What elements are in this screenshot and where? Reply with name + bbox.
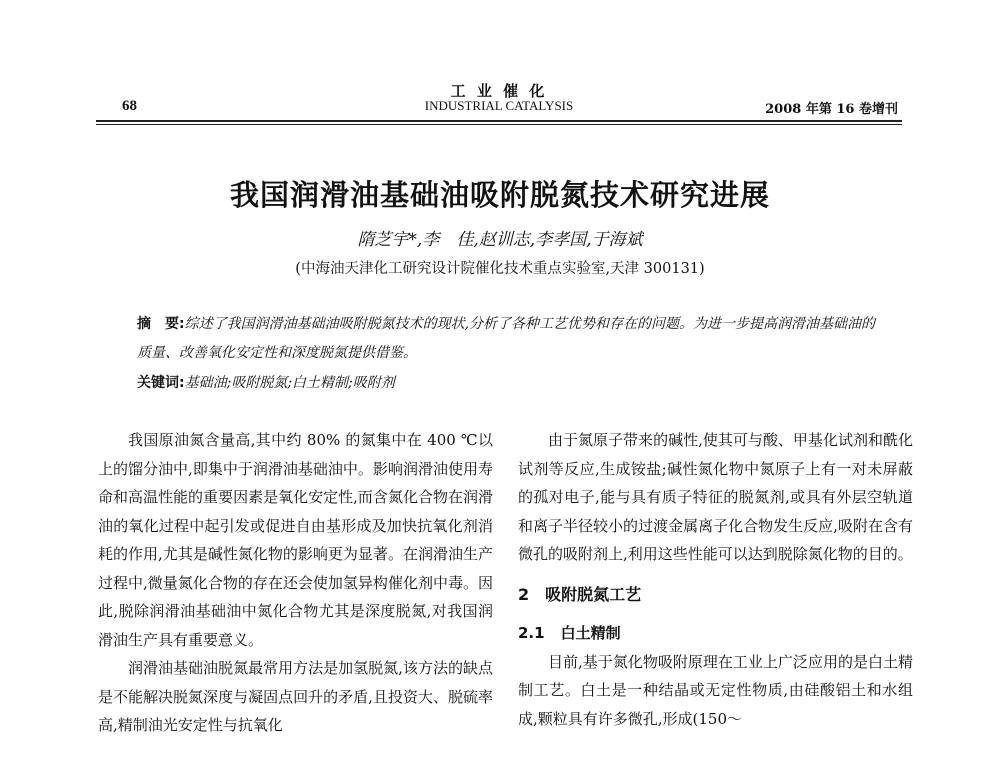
right-paragraph-1: 由于氮原子带来的碱性,使其可与酸、甲基化试剂和酰化试剂等反应,生成铵盐;碱性氮化物中氮原子上有一对未屏蔽的孤对电子,能与具有质子特征的脱氮剂,或具有外层空轨道和离子半径较小的过渡金属离子化合物发生反应,吸附在含有微孔的吸附剂上,利用这些性能可以达到脱除氮化物的目的。: [518, 431, 913, 563]
journal-title-cn: 工 业 催 化: [450, 82, 548, 100]
running-header: [96, 78, 902, 130]
subsection-title: 白土精制: [560, 624, 621, 642]
keywords-text: 基础油;吸附脱氮;白土精制;吸附剂: [184, 375, 395, 391]
right-column: [518, 426, 913, 733]
left-column: [98, 426, 493, 740]
issue-info: 2008 年第 16 卷增刊: [765, 102, 898, 117]
journal-title-en: INDUSTRIAL CATALYSIS: [424, 98, 574, 113]
abstract-label: 摘 要:: [137, 316, 185, 332]
section-number: 2: [518, 584, 530, 604]
subsection-number: 2.1: [518, 624, 545, 642]
section-title: 吸附脱氮工艺: [545, 584, 642, 604]
abstract-text: 综述了我国润滑油基础油吸附脱氮技术的现状,分析了各种工艺优势和存在的问题。为进一步提高润滑油基础油的质量、改善氧化安定性和深度脱氮提供借鉴。: [137, 316, 876, 361]
left-paragraph-1: 我国原油氮含量高,其中约 80% 的氮集中在 400 ℃以上的馏分油中,即集中于润滑油基础油中。影响润滑油使用寿命和高温性能的重要因素是氧化安定性,而含氮化合物在润滑油的氧化过程中起引发或促进自由基形成及加快抗氧化剂消耗的作用,尤其是碱性氮化物的影响更为显著。在润滑油生产过程中,微量氮化合物的存在还会使加氢异构催化剂中毒。因此,脱除润滑油基础油中氮化合物尤其是深度脱氮,对我国润滑油生产具有重要意义。: [98, 431, 493, 649]
section-heading: [518, 581, 913, 610]
header-rule-thin: [96, 124, 902, 125]
page-number: 68: [122, 98, 137, 114]
header-rule-thick: [96, 120, 902, 122]
keywords: [137, 369, 877, 398]
subsection-heading: [518, 619, 913, 648]
affiliation: (中海油天津化工研究设计院催化技术重点实验室,天津 300131): [295, 261, 705, 277]
right-paragraph-2: 目前,基于氮化物吸附原理在工业上广泛应用的是白土精制工艺。白土是一种结晶或无定性物质,由硅酸铝土和水组成,颗粒具有许多微孔,形成(150～: [518, 652, 913, 728]
keywords-label: 关键词:: [137, 375, 185, 391]
left-paragraph-2: 润滑油基础油脱氮最常用方法是加氢脱氮,该方法的缺点是不能解决脱氮深度与凝固点回升的矛盾,且投资大、脱硫率高,精制油光安定性与抗氧化: [98, 659, 493, 734]
authors: 隋芝宇*,李 佳,赵训志,李孝国,于海斌: [357, 230, 643, 250]
abstract: [137, 310, 877, 368]
article-title: 我国润滑油基础油吸附脱氮技术研究进展: [229, 178, 770, 212]
